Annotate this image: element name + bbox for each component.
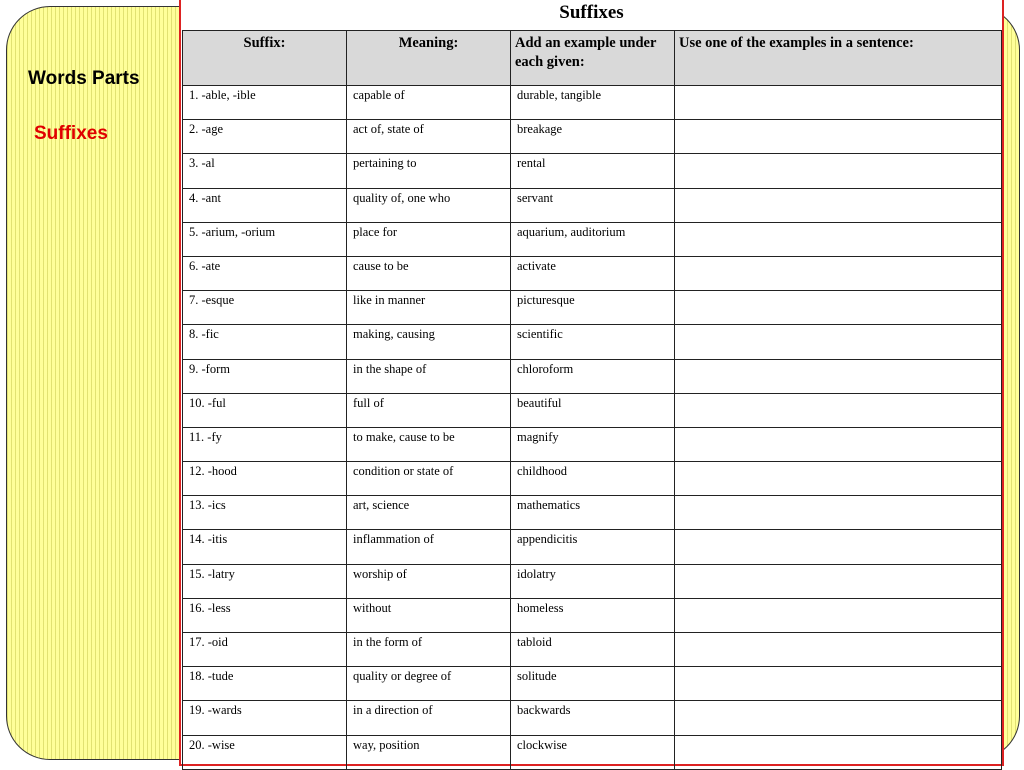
- cell-example: clockwise: [511, 735, 675, 769]
- header-meaning: Meaning:: [347, 31, 511, 86]
- cell-sentence: [675, 86, 1002, 120]
- table-row: [183, 359, 1002, 393]
- table-row: [183, 667, 1002, 701]
- table-header-row: [183, 31, 1002, 86]
- cell-sentence: [675, 598, 1002, 632]
- cell-suffix: 4. -ant: [183, 188, 347, 222]
- cell-sentence: [675, 359, 1002, 393]
- cell-sentence: [675, 291, 1002, 325]
- cell-sentence: [675, 701, 1002, 735]
- cell-example: backwards: [511, 701, 675, 735]
- cell-suffix: 8. -fic: [183, 325, 347, 359]
- cell-suffix: 11. -fy: [183, 427, 347, 461]
- header-suffix: Suffix:: [183, 31, 347, 86]
- table-row: [183, 325, 1002, 359]
- cell-sentence: [675, 325, 1002, 359]
- cell-suffix: 3. -al: [183, 154, 347, 188]
- suffix-table: [182, 30, 1002, 770]
- cell-example: homeless: [511, 598, 675, 632]
- cell-suffix: 14. -itis: [183, 530, 347, 564]
- cell-meaning: in the form of: [347, 633, 511, 667]
- table-row: [183, 291, 1002, 325]
- table-row: [183, 701, 1002, 735]
- cell-suffix: 12. -hood: [183, 462, 347, 496]
- cell-sentence: [675, 427, 1002, 461]
- cell-example: chloroform: [511, 359, 675, 393]
- cell-example: scientific: [511, 325, 675, 359]
- cell-suffix: 1. -able, -ible: [183, 86, 347, 120]
- cell-meaning: way, position: [347, 735, 511, 769]
- header-example: Add an example under each given:: [511, 31, 675, 86]
- cell-meaning: worship of: [347, 564, 511, 598]
- cell-suffix: 2. -age: [183, 120, 347, 154]
- cell-suffix: 13. -ics: [183, 496, 347, 530]
- slide-heading: Words Parts: [28, 68, 140, 89]
- cell-example: activate: [511, 256, 675, 290]
- table-row: [183, 256, 1002, 290]
- cell-meaning: in a direction of: [347, 701, 511, 735]
- cell-suffix: 9. -form: [183, 359, 347, 393]
- table-row: [183, 393, 1002, 427]
- cell-example: mathematics: [511, 496, 675, 530]
- cell-example: solitude: [511, 667, 675, 701]
- table-row: [183, 530, 1002, 564]
- cell-meaning: like in manner: [347, 291, 511, 325]
- cell-meaning: quality or degree of: [347, 667, 511, 701]
- cell-meaning: cause to be: [347, 256, 511, 290]
- cell-example: rental: [511, 154, 675, 188]
- cell-example: childhood: [511, 462, 675, 496]
- cell-sentence: [675, 530, 1002, 564]
- cell-suffix: 6. -ate: [183, 256, 347, 290]
- cell-suffix: 20. -wise: [183, 735, 347, 769]
- cell-example: magnify: [511, 427, 675, 461]
- cell-meaning: without: [347, 598, 511, 632]
- cell-suffix: 10. -ful: [183, 393, 347, 427]
- cell-meaning: to make, cause to be: [347, 427, 511, 461]
- cell-suffix: 18. -tude: [183, 667, 347, 701]
- cell-meaning: pertaining to: [347, 154, 511, 188]
- cell-sentence: [675, 393, 1002, 427]
- cell-meaning: condition or state of: [347, 462, 511, 496]
- cell-example: tabloid: [511, 633, 675, 667]
- cell-suffix: 5. -arium, -orium: [183, 222, 347, 256]
- cell-meaning: making, causing: [347, 325, 511, 359]
- table-row: [183, 598, 1002, 632]
- cell-sentence: [675, 120, 1002, 154]
- table-row: [183, 120, 1002, 154]
- cell-meaning: inflammation of: [347, 530, 511, 564]
- cell-sentence: [675, 222, 1002, 256]
- cell-sentence: [675, 256, 1002, 290]
- cell-meaning: place for: [347, 222, 511, 256]
- cell-sentence: [675, 667, 1002, 701]
- slide-subheading: Suffixes: [34, 123, 108, 144]
- table-row: [183, 496, 1002, 530]
- cell-example: appendicitis: [511, 530, 675, 564]
- table-row: [183, 222, 1002, 256]
- cell-sentence: [675, 462, 1002, 496]
- cell-sentence: [675, 633, 1002, 667]
- cell-example: picturesque: [511, 291, 675, 325]
- cell-meaning: art, science: [347, 496, 511, 530]
- table-row: [183, 86, 1002, 120]
- cell-sentence: [675, 735, 1002, 769]
- table-row: [183, 633, 1002, 667]
- cell-meaning: capable of: [347, 86, 511, 120]
- cell-example: aquarium, auditorium: [511, 222, 675, 256]
- table-row: [183, 735, 1002, 769]
- cell-suffix: 7. -esque: [183, 291, 347, 325]
- header-sentence: Use one of the examples in a sentence:: [675, 31, 1002, 86]
- cell-sentence: [675, 564, 1002, 598]
- cell-suffix: 16. -less: [183, 598, 347, 632]
- cell-meaning: quality of, one who: [347, 188, 511, 222]
- cell-meaning: full of: [347, 393, 511, 427]
- cell-example: idolatry: [511, 564, 675, 598]
- cell-sentence: [675, 188, 1002, 222]
- table-row: [183, 462, 1002, 496]
- table-row: [183, 564, 1002, 598]
- cell-example: durable, tangible: [511, 86, 675, 120]
- cell-sentence: [675, 496, 1002, 530]
- cell-example: beautiful: [511, 393, 675, 427]
- table-body: [183, 86, 1002, 770]
- cell-example: breakage: [511, 120, 675, 154]
- cell-meaning: in the shape of: [347, 359, 511, 393]
- cell-suffix: 19. -wards: [183, 701, 347, 735]
- cell-suffix: 15. -latry: [183, 564, 347, 598]
- cell-example: servant: [511, 188, 675, 222]
- table-row: [183, 154, 1002, 188]
- table-row: [183, 188, 1002, 222]
- cell-meaning: act of, state of: [347, 120, 511, 154]
- cell-sentence: [675, 154, 1002, 188]
- table-title: Suffixes: [559, 2, 624, 23]
- table-row: [183, 427, 1002, 461]
- suffix-document: [179, 0, 1004, 766]
- cell-suffix: 17. -oid: [183, 633, 347, 667]
